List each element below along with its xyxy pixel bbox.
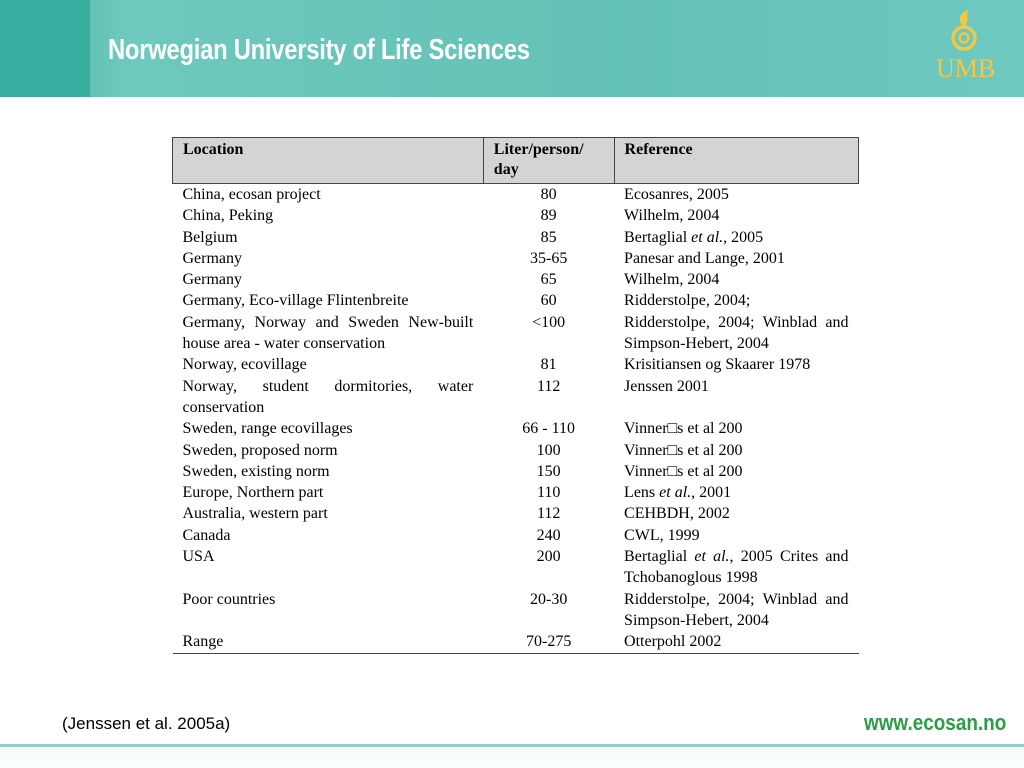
location-cell: Germany, Eco-village Flintenbreite [182,292,409,310]
location-cell: Norway, ecovillage [182,356,307,374]
liter-cell: 100 [536,441,561,459]
location-cell: Germany [182,249,243,267]
ecosan-website: www.ecosan.no [864,710,1007,735]
table-row [173,546,859,589]
reference-cell: Ridderstolpe, 2004; [624,292,751,310]
source-caption: (Jenssen et al. 2005a) [62,714,231,733]
liter-cell: 85 [540,228,557,246]
liter-cell: 110 [536,484,561,502]
table-row [173,290,859,311]
water-usage-table [172,137,859,654]
table-row [173,269,859,290]
reference-cell: Lens et al., 2001 [624,484,732,502]
location-cell: Range [173,631,484,653]
location-cell: Belgium [182,228,238,246]
location-cell: USA [182,548,215,566]
header-stripe [0,0,90,97]
table-row [173,503,859,524]
table-row [173,589,859,632]
liter-cell: 89 [540,207,557,225]
column-header-reference: Reference [614,138,858,184]
table-row [173,440,859,461]
university-title: Norwegian University of Life Sciences [108,34,530,66]
liter-cell: 20-30 [530,590,568,608]
location-cell: Germany [182,271,243,289]
table-header-row [173,138,859,184]
location-cell: Norway, student dormitories, water conservation [182,377,474,416]
liter-cell: 65 [540,271,557,289]
leaf-logo-icon [930,8,998,54]
reference-cell: Otterpohl 2002 [614,631,858,653]
liter-cell: 60 [540,292,557,310]
liter-cell: 35-65 [530,249,568,267]
reference-cell: CWL, 1999 [624,526,700,544]
reference-cell: Bertaglial et al., 2005 Crites and Tchobanoglous 1998 [624,548,849,587]
location-cell: Europe, Northern part [182,484,324,502]
location-cell: Sweden, existing norm [182,462,330,480]
location-cell: Sweden, proposed norm [182,441,338,459]
reference-cell: Wilhelm, 2004 [624,271,720,289]
liter-cell: 66 - 110 [522,420,576,438]
column-header-liter: Liter/person/ day [483,138,614,184]
location-cell: Sweden, range ecovillages [182,420,353,438]
location-cell: Germany, Norway and Sweden New-built house area - water conservation [182,313,474,353]
reference-cell: Vinner□s et al 200 [624,441,743,459]
location-cell: Poor countries [182,590,276,608]
table-row [173,418,859,439]
table-row [173,354,859,375]
table-row [173,631,859,653]
column-header-location: Location [173,138,484,184]
location-cell: Canada [182,526,231,544]
reference-cell: Panesar and Lange, 2001 [624,249,785,267]
table-row [173,482,859,503]
logo-text: UMB [936,54,996,83]
liter-cell: 240 [536,526,561,544]
liter-cell: 200 [536,548,561,566]
liter-cell: <100 [532,313,566,331]
reference-cell: Vinner□s et al 200 [624,420,743,438]
table-row [173,376,859,419]
liter-cell: 150 [536,462,561,480]
location-cell: Australia, western part [182,505,328,523]
table-row [173,184,859,206]
reference-cell: Bertaglial et al., 2005 [624,228,764,246]
reference-cell: CEHBDH, 2002 [624,505,730,523]
footer-band [0,747,1024,768]
liter-cell: 70-275 [483,631,614,653]
location-cell: China, Peking [182,207,274,225]
table-row [173,312,859,355]
reference-cell: Ecosanres, 2005 [624,186,729,203]
liter-cell: 112 [536,377,561,395]
table-row [173,205,859,226]
table-row [173,227,859,248]
umb-logo [930,8,998,86]
reference-cell: Vinner□s et al 200 [624,462,743,480]
reference-cell: Jenssen 2001 [624,377,709,395]
header-banner [0,0,1024,97]
liter-cell: 81 [540,356,557,374]
reference-cell: Ridderstolpe, 2004; Winblad and Simpson-Hebert, 2004 [624,590,849,629]
reference-cell: Ridderstolpe, 2004; Winblad and Simpson-Hebert, 2004 [624,313,849,353]
table-row [173,525,859,546]
liter-cell: 80 [540,186,557,203]
liter-cell: 112 [536,505,561,523]
location-cell: China, ecosan project [182,186,321,203]
reference-cell: Wilhelm, 2004 [624,207,720,225]
table-row [173,248,859,269]
table-row [173,461,859,482]
reference-cell: Krisitiansen og Skaarer 1978 [624,356,811,374]
